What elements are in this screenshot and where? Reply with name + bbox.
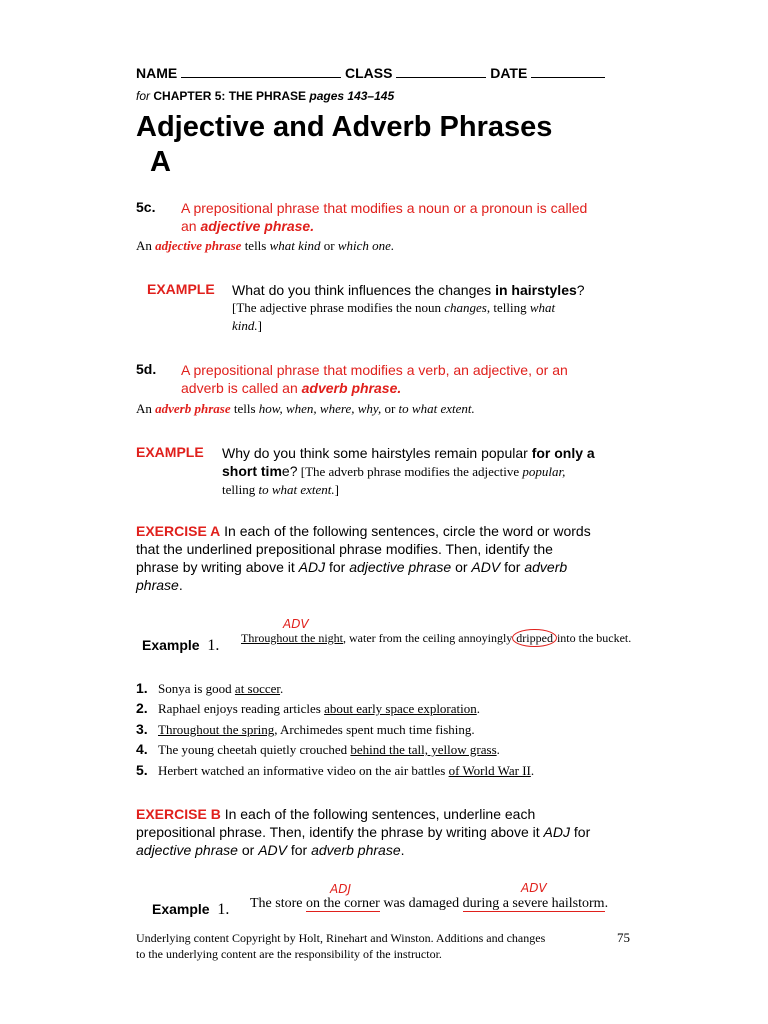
example-1-text: What do you think influences the changes in hairstyles? [The adjective phrase modifies the noun changes, telling what kind.] xyxy=(232,282,585,333)
name-label: NAME xyxy=(136,65,178,81)
list-item: 4. The young cheetah quietly crouched behind the tall, yellow grass. xyxy=(136,741,500,757)
example-a-annotation: ADV xyxy=(283,617,309,631)
date-blank[interactable] xyxy=(531,64,605,78)
header-fields xyxy=(136,64,605,81)
example-a-label: Example 1. xyxy=(142,637,220,654)
example-2-text: Why do you think some hairstyles remain popular for only a short time? [The adverb phrase modifies the adjective popular, telling to what extent.] xyxy=(222,445,595,497)
exercise-a-instructions: EXERCISE A In each of the following sentences, circle the word or words that the underlined prepositional phrase modifies. Then, identify the phrase by writing above it ADJ for adjective phrase or ADV for adverb phrase. xyxy=(136,523,591,593)
date-label: DATE xyxy=(490,65,528,81)
name-blank[interactable] xyxy=(181,64,341,78)
page-title: Adjective and Adverb Phrases A xyxy=(136,111,553,178)
list-item: 1. Sonya is good at soccer. xyxy=(136,680,284,696)
example-a-sentence: Throughout the night, water from the ceiling annoyingly dripped into the bucket. xyxy=(241,631,632,645)
chapter-name: CHAPTER 5: THE PHRASE xyxy=(153,89,307,103)
rule-5d-text: A prepositional phrase that modifies a verb, an adjective, or an adverb is called an adverb phrase. xyxy=(181,362,568,396)
page-number: 75 xyxy=(617,930,630,945)
rule-5c-number: 5c. xyxy=(136,199,156,215)
exercise-a-label: EXERCISE A xyxy=(136,523,221,539)
list-item: 3. Throughout the spring, Archimedes spent much time fishing. xyxy=(136,721,475,737)
rule-5c-text: A prepositional phrase that modifies a noun or a pronoun is called an adjective phrase. xyxy=(181,200,588,234)
example-label: EXAMPLE xyxy=(147,281,215,297)
example-b-label: Example 1. xyxy=(152,901,230,918)
exercise-b-instructions: EXERCISE B In each of the following sentences, underline each prepositional phrase. Then, identify the phrase by writing above it ADJ for adjective phrase or ADV for adverb phrase. xyxy=(136,806,591,858)
class-label: CLASS xyxy=(345,65,393,81)
class-blank[interactable] xyxy=(396,64,486,78)
circled-word: dripped xyxy=(512,629,557,647)
rule-5d-note: An adverb phrase tells how, when, where, why, or to what extent. xyxy=(136,401,475,416)
chapter-line: for CHAPTER 5: THE PHRASE pages 143–145 xyxy=(136,89,395,103)
list-item: 5. Herbert watched an informative video on the air battles of World War II. xyxy=(136,762,535,778)
example-label-2: EXAMPLE xyxy=(136,444,204,460)
example-b-annotation-adj: ADJ xyxy=(330,882,351,896)
rule-5d-number: 5d. xyxy=(136,361,157,377)
example-b-sentence: The store on the corner was damaged during a severe hailstorm. xyxy=(250,896,609,911)
chapter-pages: pages 143–145 xyxy=(309,89,395,103)
footer-copyright: Underlying content Copyright by Holt, Rinehart and Winston. Additions and changes to the underlying content are the responsibility of the instructor. xyxy=(136,931,546,961)
example-b-annotation-adv: ADV xyxy=(521,881,547,895)
list-item: 2. Raphael enjoys reading articles about early space exploration. xyxy=(136,700,480,716)
exercise-b-label: EXERCISE B xyxy=(136,806,221,822)
rule-5c-note: An adjective phrase tells what kind or which one. xyxy=(136,238,395,253)
